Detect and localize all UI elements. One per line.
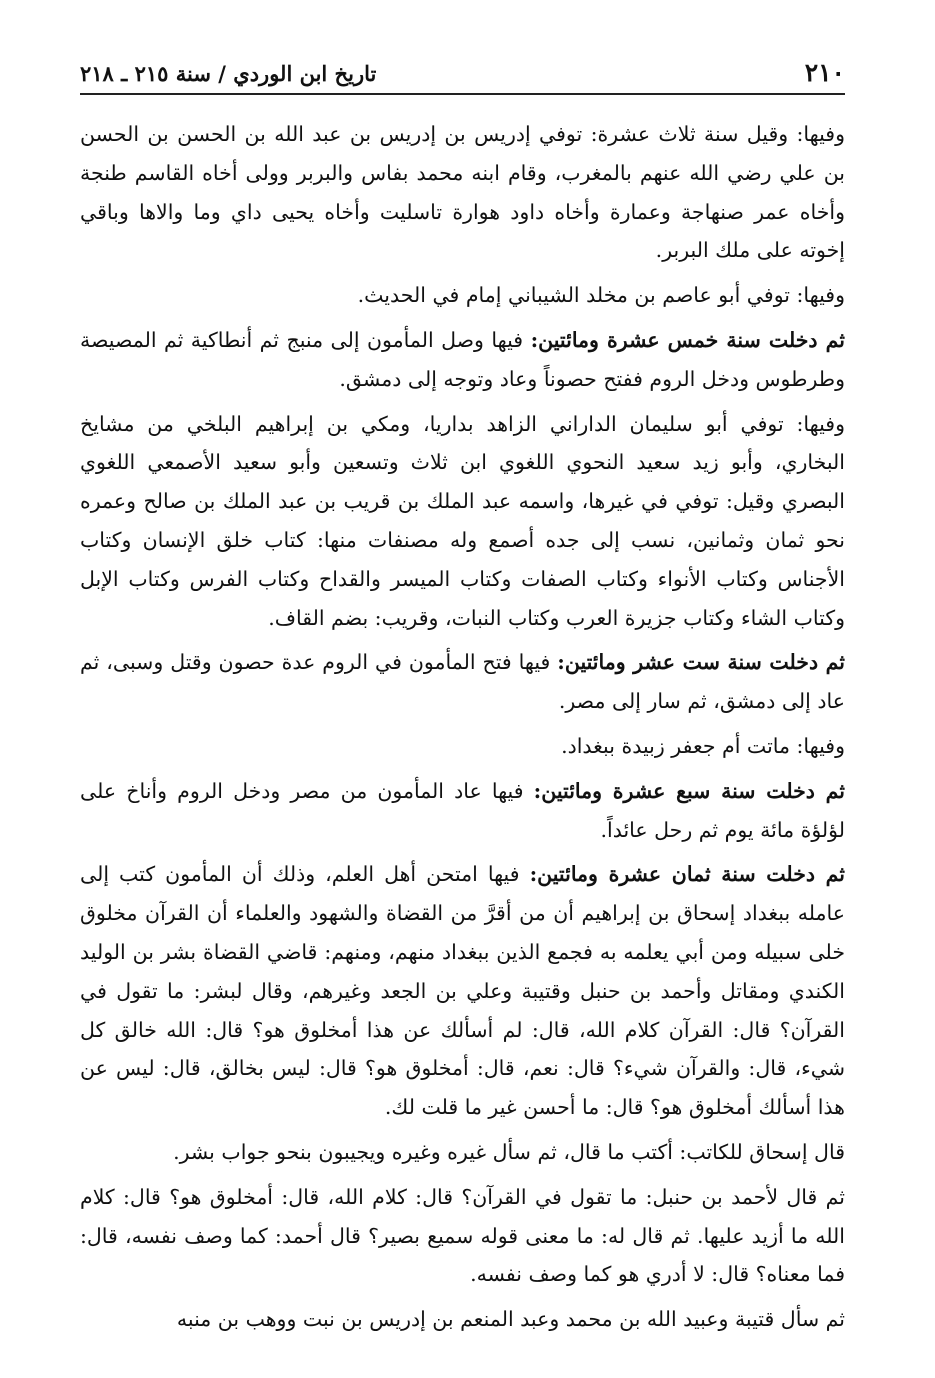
paragraph-text: وفيها: ماتت أم جعفر زبيدة ببغداد.: [561, 733, 845, 758]
paragraph: [80, 115, 845, 270]
paragraph-text: وفيها: توفي أبو عاصم بن مخلد الشيباني إمام في الحديث.: [357, 283, 845, 308]
paragraph: [80, 1178, 845, 1294]
paragraph: [80, 1300, 845, 1339]
paragraph-text: فيها وصل المأمون إلى منبج ثم أنطاكية ثم المصيصة وطرطوس ودخل الروم ففتح حصوناً وعاد وتوجه إلى دمشق.: [80, 327, 845, 391]
paragraph-text: فيها فتح المأمون في الروم عدة حصون وقتل وسبى، ثم عاد إلى دمشق، ثم سار إلى مصر.: [80, 650, 845, 714]
year-heading: ثم دخلت سنة ست عشر ومائتين:: [557, 650, 846, 675]
paragraph: [80, 643, 845, 721]
paragraph: [80, 855, 845, 1127]
page-header: [80, 58, 845, 95]
paragraph-text: فيها عاد المأمون من مصر ودخل الروم وأناخ على لؤلؤة مائة يوم ثم رحل عائداً.: [80, 778, 845, 842]
year-heading: ثم دخلت سنة ثمان عشرة ومائتين:: [529, 862, 845, 887]
paragraph: [80, 772, 845, 850]
paragraph-text: وفيها: توفي أبو سليمان الداراني الزاهد بداريا، ومكي بن إبراهيم البلخي من مشايخ البخاري، وأبو زيد سعيد النحوي اللغوي ابن ثلاث وتسعين وأبو سعيد الأصمعي اللغوي البصري وقيل: توفي في غيرها، واسمه عبد الملك بن قريب بن عبد الملك بن صالح وعمره نحو ثمان وثمانين، نسب إلى جده أصمع وله مصنفات منها: كتاب خلق الإنسان وكتاب الأجناس وكتاب الأنواء وكتاب الصفات وكتاب الميسر والقداح وكتاب الفرس وكتاب الإبل وكتاب الشاء وكتاب جزيرة العرب وكتاب النبات، وقريب: بضم القاف.: [80, 411, 845, 630]
paragraph-text: فيها امتحن أهل العلم، وذلك أن المأمون كتب إلى عامله ببغداد إسحاق بن إبراهيم أن من أقرَّ من القضاة والشهود والعلماء أن القرآن مخلوق خلى سبيله ومن أبي يعلمه به فجمع الذين ببغداد منهم، ومنهم: قاضي القضاة بشر بن الوليد الكندي ومقاتل وأحمد بن حنبل وقتيبة وعلي بن الجعد وغيرهم، وقال لبشر: ما تقول في القرآن؟ قال: القرآن كلام الله، قال: لم أسألك عن هذا أمخلوق هو؟ قال: الله خالق كل شيء، قال: والقرآن شيء؟ قال: نعم، قال: أمخلوق هو؟ قال: ليس بخالق، قال: ليس عن هذا أسألك أمخلوق هو؟ قال: ما أحسن غير ما قلت لك.: [80, 862, 845, 1120]
running-title: تاريخ ابن الوردي / سنة ٢١٥ ـ ٢١٨: [80, 61, 377, 86]
body-text: [80, 115, 845, 1339]
paragraph-text: وفيها: وقيل سنة ثلاث عشرة: توفي إدريس بن إدريس بن عبد الله بن الحسن بن الحسن بن علي رضي الله عنهم بالمغرب، وقام ابنه محمد بفاس والبربر وولى أخاه القاسم طنجة وأخاه عمر صنهاجة وعمارة وأخاه داود هوارة تاسليت وأخاه يحيى داي وما والاها وباقي إخوته على ملك البربر.: [80, 122, 845, 263]
paragraph: [80, 321, 845, 399]
paragraph-text: قال إسحاق للكاتب: أكتب ما قال، ثم سأل غيره وغيره ويجيبون بنحو جواب بشر.: [173, 1139, 845, 1164]
page-number: ٢١٠: [804, 58, 845, 87]
paragraph: [80, 405, 845, 638]
year-heading: ثم دخلت سنة سبع عشرة ومائتين:: [533, 778, 846, 803]
paragraph: [80, 1133, 845, 1172]
paragraph-text: ثم قال لأحمد بن حنبل: ما تقول في القرآن؟ قال: كلام الله، قال: أمخلوق هو؟ قال: كلام الله ما أزيد عليها. ثم قال له: ما معنى قوله سميع بصير؟ قال أحمد: كما وصف نفسه، قال: فما معناه؟ قال: لا أدري هو كما وصف نفسه.: [80, 1184, 845, 1287]
paragraph: [80, 727, 845, 766]
year-heading: ثم دخلت سنة خمس عشرة ومائتين:: [530, 327, 845, 352]
paragraph: [80, 276, 845, 315]
paragraph-text: ثم سأل قتيبة وعبيد الله بن محمد وعبد المنعم بن إدريس بن نبت ووهب بن منبه: [176, 1307, 845, 1332]
